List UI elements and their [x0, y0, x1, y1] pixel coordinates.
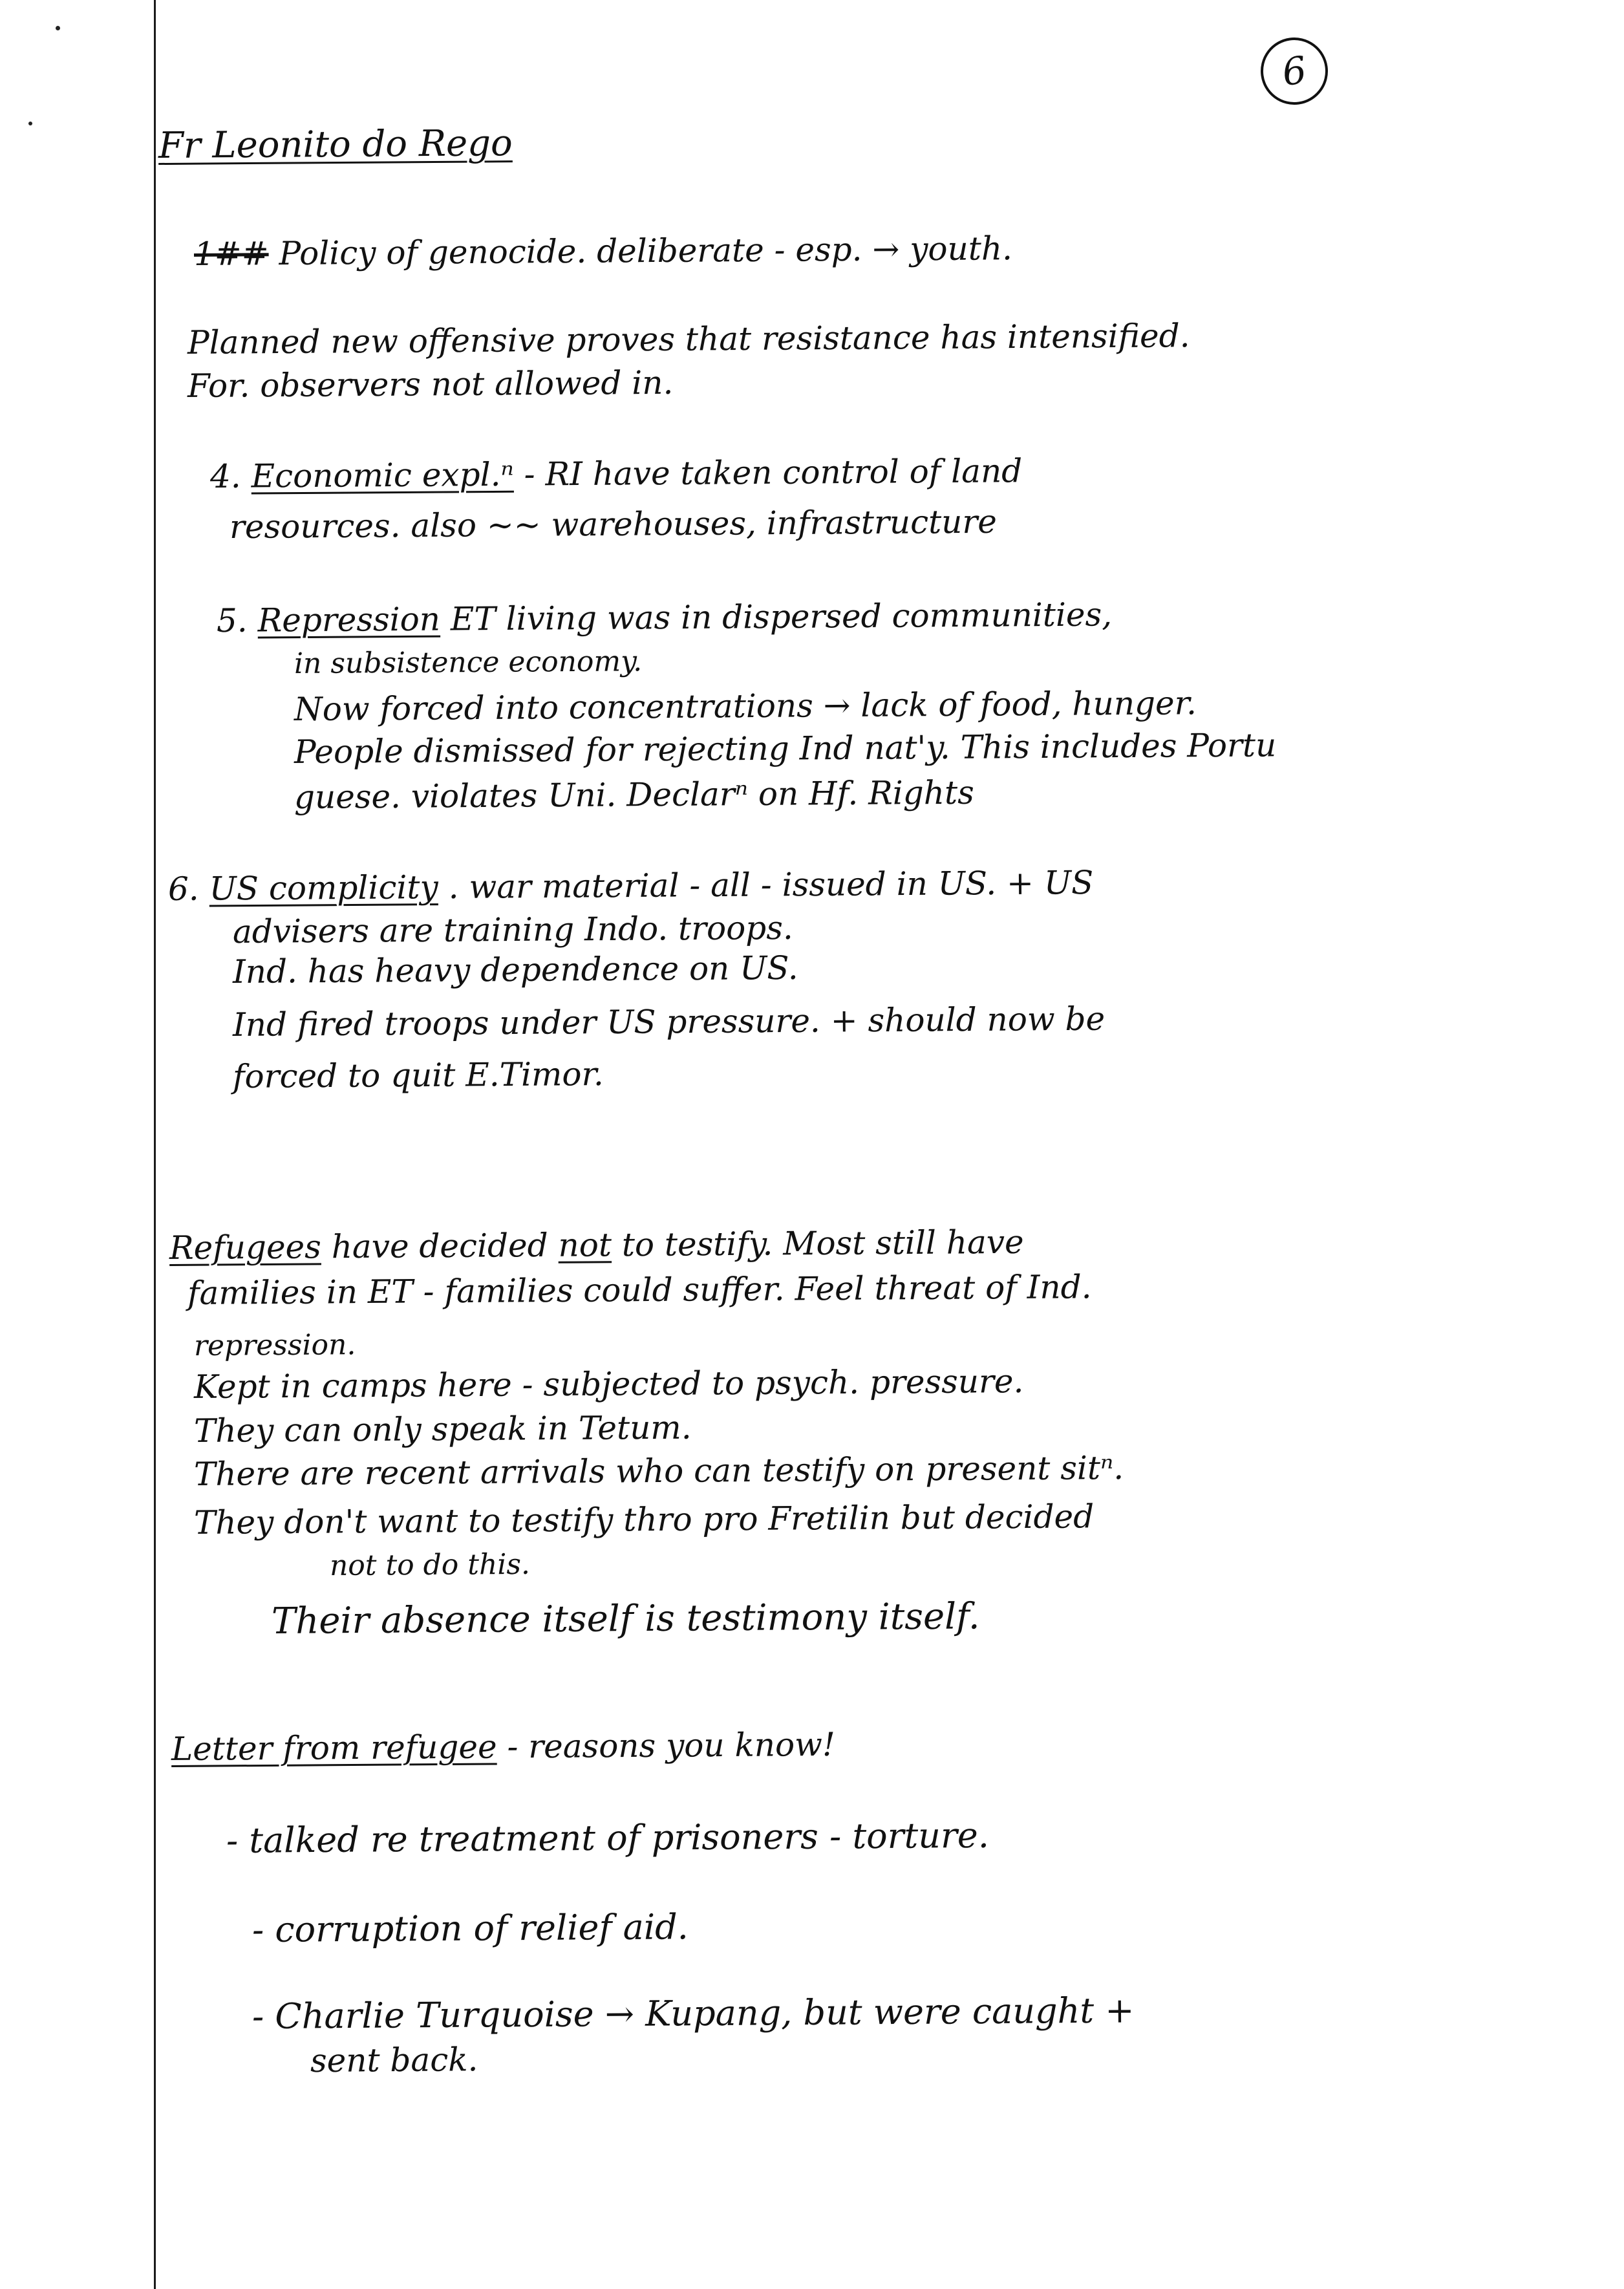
economic-num: 4. [209, 457, 241, 495]
letter-item-3: - Charlie Turquoise → Kupang, but were caught + [251, 1990, 1135, 2037]
complicity-line-3: Ind. has heavy dependence on US. [232, 949, 798, 991]
repression-line-3: Now forced into concentrations → lack of food, hunger. [294, 684, 1197, 728]
refugees-line-4: Kept in camps here - subjected to psych. pressure. [193, 1362, 1024, 1406]
genocide-line-3: For. observers not allowed in. [187, 363, 674, 405]
genocide-text-1: Policy of genocide. deliberate - esp. → youth. [279, 230, 1013, 273]
economic-text-1: - RI have taken control of land [524, 452, 1023, 493]
refugees-text-1b: to testify. Most still have [621, 1223, 1024, 1264]
letter-item-3-cont: sent back. [310, 2041, 478, 2079]
letter-line-1 [171, 1725, 836, 1768]
complicity-num: 6. [167, 870, 199, 908]
complicity-line-2: advisers are training Indo. troops. [232, 908, 793, 951]
page-number-circled [1256, 33, 1332, 109]
letter-item-2: - corruption of relief aid. [251, 1906, 689, 1950]
refugees-line-6: There are recent arrivals who can testify on present sitⁿ. [193, 1448, 1124, 1493]
refugees-line-7: They don't want to testify thro pro Fretilin but decided [193, 1498, 1095, 1542]
repression-line-2: in subsistence economy. [294, 645, 643, 680]
scan-speck [56, 26, 60, 30]
complicity-line-1 [167, 864, 1094, 908]
refugees-line-1 [169, 1223, 1024, 1267]
refugees-line-2: families in ET - families could suffer. Feel threat of Ind. [187, 1268, 1092, 1312]
refugees-text-1a: have decided [331, 1226, 548, 1266]
repression-title: Repression [257, 600, 441, 639]
refugees-title: Refugees [169, 1228, 321, 1267]
genocide-line-2: Planned new offensive proves that resistance has intensified. [187, 317, 1190, 361]
margin-rule [154, 0, 156, 2289]
economic-line-2: resources. also ~~ warehouses, infrastructure [229, 502, 998, 546]
refugees-not-word: not [558, 1226, 612, 1264]
struck-marker: 1## [193, 235, 269, 273]
complicity-line-5: forced to quit E.Timor. [232, 1055, 604, 1095]
page-number-text: 6 [1279, 47, 1310, 95]
repression-line-4: People dismissed for rejecting Ind nat'y. This includes Portu [294, 726, 1277, 771]
genocide-line-1 [193, 230, 1013, 273]
repression-line-1 [217, 598, 1112, 637]
economic-title: Economic expl.ⁿ [251, 455, 514, 495]
letter-text-1: - reasons you know! [507, 1725, 836, 1766]
economic-line-1 [209, 452, 1023, 495]
refugees-line-3: repression. [193, 1328, 356, 1362]
complicity-text-1: . war material - all - issued in US. + US [448, 864, 1094, 906]
heading: Fr Leonito do Rego [158, 122, 513, 167]
complicity-line-4: Ind fired troops under US pressure. + should now be [232, 1000, 1106, 1044]
letter-item-1: - talked re treatment of prisoners - torture. [226, 1814, 990, 1861]
scan-speck [28, 122, 32, 125]
complicity-title: US complicity [209, 868, 438, 908]
repression-num: 5. [216, 601, 248, 639]
refugees-line-5: They can only speak in Tetum. [193, 1408, 692, 1450]
repression-line-5: guese. violates Uni. Declarⁿ on Hf. Rights [294, 773, 974, 816]
refugees-line-8: not to do this. [329, 1547, 531, 1582]
refugees-line-9: Their absence itself is testimony itself. [271, 1595, 980, 1642]
repression-text-1: ET living was in dispersed communities, [450, 596, 1113, 638]
letter-title: Letter from refugee [171, 1728, 497, 1768]
